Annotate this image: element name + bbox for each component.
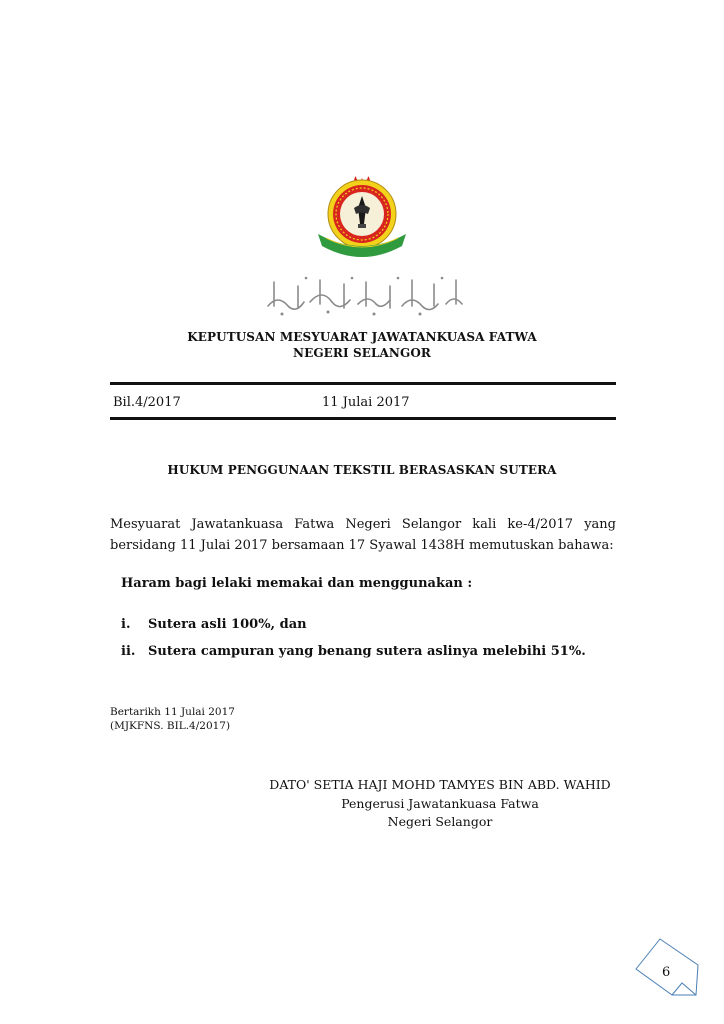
page-number-badge xyxy=(630,935,702,999)
reference-number: Bil.4/2017 xyxy=(113,395,181,410)
signatory-title: Pengerusi Jawatankuasa Fatwa xyxy=(341,796,539,811)
list-marker: ii. xyxy=(121,644,136,659)
page-number: 6 xyxy=(662,965,671,980)
fatwa-emblem-icon xyxy=(312,168,412,264)
list-item xyxy=(121,640,586,659)
document-title: KEPUTUSAN MESYUARAT JAWATANKUASA FATWA xyxy=(187,330,537,344)
ruling-intro: Haram bagi lelaki memakai dan menggunakan : xyxy=(121,576,473,591)
dated-reference: (MJKFNS. BIL.4/2017) xyxy=(110,720,231,732)
dated-line: Bertarikh 11 Julai 2017 xyxy=(110,706,235,718)
reference-date: 11 Julai 2017 xyxy=(322,395,410,410)
jawi-calligraphy-logo xyxy=(262,272,468,320)
signatory-state: Negeri Selangor xyxy=(387,814,493,829)
list-item-text: Sutera asli 100%, dan xyxy=(148,617,307,632)
top-divider xyxy=(110,382,616,385)
list-marker: i. xyxy=(121,617,131,632)
list-item xyxy=(121,613,307,632)
signatory-name: DATO' SETIA HAJI MOHD TAMYES BIN ABD. WAHID xyxy=(269,777,611,792)
decision-paragraph: Mesyuarat Jawatankuasa Fatwa Negeri Selangor kali ke-4/2017 yang bersidang 11 Julai 2017 bersamaan 17 Syawal 1438H memutuskan bahawa: xyxy=(110,517,616,553)
subject-heading: HUKUM PENGGUNAAN TEKSTIL BERASASKAN SUTERA xyxy=(167,463,557,477)
bottom-divider xyxy=(110,417,616,420)
document-title-line2: NEGERI SELANGOR xyxy=(293,346,431,360)
list-item-text: Sutera campuran yang benang sutera aslinya melebihi 51%. xyxy=(148,644,586,659)
